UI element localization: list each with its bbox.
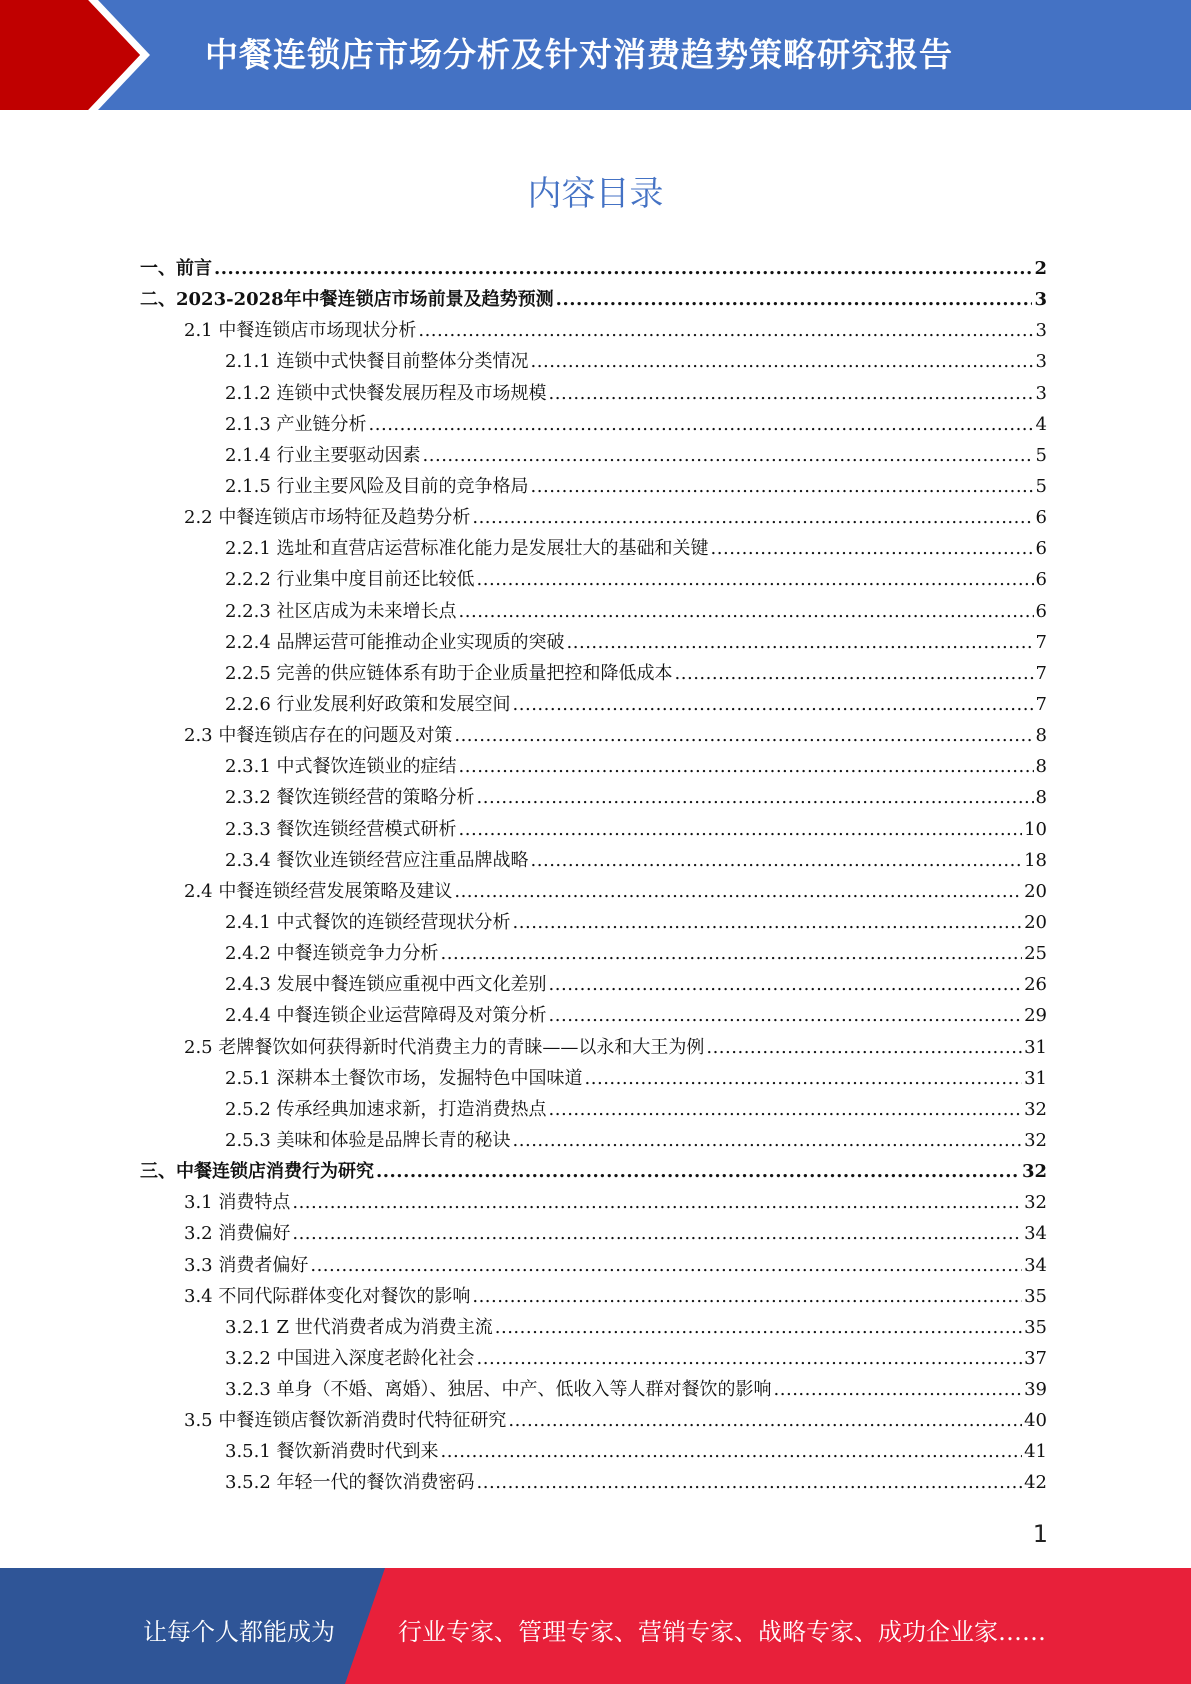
toc-entry-page: 41 bbox=[1024, 1441, 1047, 1463]
toc-entry-label: 2.1.2 连锁中式快餐发展历程及市场规模 bbox=[225, 382, 547, 404]
header-banner bbox=[0, 0, 1191, 110]
toc-entry[interactable] bbox=[140, 1281, 1047, 1312]
toc-entry[interactable] bbox=[140, 907, 1047, 938]
toc-entry[interactable] bbox=[140, 1250, 1047, 1281]
toc-dot-leader bbox=[549, 969, 1023, 1000]
toc-dot-leader bbox=[549, 1000, 1023, 1031]
toc-dot-leader bbox=[310, 1250, 1022, 1281]
toc-entry-page: 8 bbox=[1035, 756, 1047, 778]
toc-entry-label: 2.2.3 社区店成为未来增长点 bbox=[225, 600, 457, 622]
toc-dot-leader bbox=[549, 378, 1034, 409]
toc-entry-label: 2.1.1 连锁中式快餐目前整体分类情况 bbox=[225, 351, 529, 373]
toc-entry[interactable] bbox=[140, 751, 1047, 782]
toc-dot-leader bbox=[675, 658, 1034, 689]
toc-entry-label: 2.3.1 中式餐饮连锁业的症结 bbox=[225, 756, 457, 778]
toc-dot-leader bbox=[567, 627, 1034, 658]
toc-dot-leader bbox=[477, 782, 1034, 813]
toc-entry-label: 2.2.4 品牌运营可能推动企业实现质的突破 bbox=[225, 631, 565, 653]
toc-entry[interactable] bbox=[140, 1374, 1047, 1405]
toc-dot-leader bbox=[423, 440, 1034, 471]
toc-entry-page: 3 bbox=[1035, 382, 1047, 404]
toc-entry-page: 6 bbox=[1035, 600, 1047, 622]
toc-entry[interactable] bbox=[140, 658, 1047, 689]
toc-entry-label: 2.2.1 选址和直营店运营标准化能力是发展壮大的基础和关键 bbox=[225, 538, 709, 560]
toc-entry-page: 42 bbox=[1024, 1472, 1047, 1494]
toc-entry-page: 8 bbox=[1035, 725, 1047, 747]
toc-dot-leader bbox=[459, 751, 1034, 782]
toc-dot-leader bbox=[556, 284, 1033, 315]
toc-dot-leader bbox=[513, 907, 1023, 938]
toc-entry[interactable] bbox=[140, 1000, 1047, 1031]
toc-entry-label: 3.5 中餐连锁店餐饮新消费时代特征研究 bbox=[184, 1410, 507, 1432]
toc-entry[interactable] bbox=[140, 938, 1047, 969]
toc-entry-page: 29 bbox=[1024, 1005, 1047, 1027]
toc-entry-page: 37 bbox=[1024, 1347, 1047, 1369]
toc-entry-page: 34 bbox=[1024, 1254, 1047, 1276]
toc-entry[interactable] bbox=[140, 315, 1047, 346]
toc-entry[interactable] bbox=[140, 627, 1047, 658]
toc-entry-page: 18 bbox=[1024, 849, 1047, 871]
toc-entry[interactable] bbox=[140, 471, 1047, 502]
toc-entry[interactable] bbox=[140, 253, 1047, 284]
toc-entry-label: 2.1.4 行业主要驱动因素 bbox=[225, 444, 421, 466]
toc-entry-page: 25 bbox=[1024, 943, 1047, 965]
toc-dot-leader bbox=[459, 814, 1023, 845]
toc-entry-page: 7 bbox=[1035, 662, 1047, 684]
toc-entry[interactable] bbox=[140, 1032, 1047, 1063]
toc-dot-leader bbox=[531, 471, 1034, 502]
toc-entry-page: 20 bbox=[1024, 880, 1047, 902]
toc-entry-label: 2.4.3 发展中餐连锁应重视中西文化差别 bbox=[225, 974, 547, 996]
toc-entry[interactable] bbox=[140, 1156, 1047, 1187]
toc-entry-label: 3.4 不同代际群体变化对餐饮的影响 bbox=[184, 1285, 471, 1307]
toc-entry-label: 3.5.2 年轻一代的餐饮消费密码 bbox=[225, 1472, 475, 1494]
toc-entry[interactable] bbox=[140, 378, 1047, 409]
toc-entry-label: 3.2.1 Z 世代消费者成为消费主流 bbox=[225, 1316, 493, 1338]
toc-entry-page: 4 bbox=[1035, 413, 1047, 435]
chevron-arrow-icon bbox=[0, 0, 160, 110]
toc-entry[interactable] bbox=[140, 782, 1047, 813]
report-title: 中餐连锁店市场分析及针对消费趋势策略研究报告 bbox=[205, 35, 953, 74]
toc-dot-leader bbox=[292, 1218, 1022, 1249]
toc-entry-label: 一、前言 bbox=[140, 258, 212, 279]
toc-entry-label: 2.5.1 深耕本土餐饮市场，发掘特色中国味道 bbox=[225, 1067, 583, 1089]
toc-entry-page: 3 bbox=[1035, 351, 1047, 373]
toc-entry-label: 3.2.3 单身（不婚、离婚）、独居、中产、低收入等人群对餐饮的影响 bbox=[225, 1379, 772, 1401]
toc-entry-label: 2.2 中餐连锁店市场特征及趋势分析 bbox=[184, 507, 471, 529]
toc-entry-page: 31 bbox=[1024, 1036, 1047, 1058]
toc-entry-label: 三、中餐连锁店消费行为研究 bbox=[140, 1161, 374, 1183]
toc-entry-page: 2 bbox=[1034, 258, 1047, 279]
footer-slogan-right: 行业专家、管理专家、营销专家、战略专家、成功企业家…… bbox=[398, 1618, 1046, 1646]
toc-dot-leader bbox=[369, 409, 1034, 440]
toc-entry-label: 2.4.4 中餐连锁企业运营障碍及对策分析 bbox=[225, 1005, 547, 1027]
toc-dot-leader bbox=[531, 346, 1034, 377]
toc-entry-page: 6 bbox=[1035, 507, 1047, 529]
toc-dot-leader bbox=[508, 1405, 1022, 1436]
toc-entry-label: 3.1 消费特点 bbox=[184, 1192, 291, 1214]
toc-entry[interactable] bbox=[140, 689, 1047, 720]
toc-dot-leader bbox=[459, 596, 1034, 627]
toc-entry-label: 2.4 中餐连锁经营发展策略及建议 bbox=[184, 880, 453, 902]
footer-slogan-left: 让每个人都能成为 bbox=[143, 1618, 335, 1646]
toc-entry-page: 39 bbox=[1024, 1379, 1047, 1401]
toc-dot-leader bbox=[418, 315, 1033, 346]
toc-entry-page: 32 bbox=[1021, 1161, 1047, 1183]
toc-dot-leader bbox=[549, 1094, 1023, 1125]
toc-entry-page: 26 bbox=[1024, 974, 1047, 996]
toc-entry-page: 3 bbox=[1035, 320, 1047, 342]
toc-entry[interactable] bbox=[140, 1125, 1047, 1156]
toc-dot-leader bbox=[376, 1156, 1020, 1187]
toc-dot-leader bbox=[472, 502, 1033, 533]
toc-entry[interactable] bbox=[140, 1312, 1047, 1343]
toc-dot-leader bbox=[477, 1467, 1023, 1498]
toc-dot-leader bbox=[441, 1436, 1023, 1467]
toc-entry-label: 2.3.4 餐饮业连锁经营应注重品牌战略 bbox=[225, 849, 529, 871]
toc-dot-leader bbox=[774, 1374, 1023, 1405]
toc-entry-page: 32 bbox=[1024, 1192, 1047, 1214]
footer-banner bbox=[0, 1568, 1191, 1684]
toc-entry[interactable] bbox=[140, 596, 1047, 627]
toc-entry[interactable] bbox=[140, 969, 1047, 1000]
toc-dot-leader bbox=[531, 845, 1023, 876]
toc-entry-label: 3.3 消费者偏好 bbox=[184, 1254, 309, 1276]
toc-entry-page: 10 bbox=[1024, 818, 1047, 840]
page-number: 1 bbox=[1032, 1520, 1048, 1548]
toc-dot-leader bbox=[292, 1187, 1022, 1218]
toc-dot-leader bbox=[513, 1125, 1023, 1156]
toc-entry-label: 2.2.5 完善的供应链体系有助于企业质量把控和降低成本 bbox=[225, 662, 673, 684]
toc-entry[interactable] bbox=[140, 845, 1047, 876]
toc-entry[interactable] bbox=[140, 876, 1047, 907]
toc-entry-page: 34 bbox=[1024, 1223, 1047, 1245]
toc-dot-leader bbox=[706, 1032, 1022, 1063]
toc-entry-page: 35 bbox=[1024, 1285, 1047, 1307]
toc-entry[interactable] bbox=[140, 1405, 1047, 1436]
toc-entry-label: 2.1 中餐连锁店市场现状分析 bbox=[184, 320, 417, 342]
toc-entry-page: 20 bbox=[1024, 911, 1047, 933]
toc-entry-page: 32 bbox=[1024, 1129, 1047, 1151]
toc-entry-page: 3 bbox=[1034, 289, 1047, 311]
toc-entry-page: 7 bbox=[1035, 693, 1047, 715]
toc-dot-leader bbox=[214, 253, 1032, 284]
toc-dot-leader bbox=[454, 720, 1033, 751]
toc-entry[interactable] bbox=[140, 564, 1047, 595]
toc-entry[interactable] bbox=[140, 533, 1047, 564]
toc-entry-label: 2.3.2 餐饮连锁经营的策略分析 bbox=[225, 787, 475, 809]
toc-entry[interactable] bbox=[140, 1218, 1047, 1249]
toc-entry-label: 2.5.2 传承经典加速求新，打造消费热点 bbox=[225, 1098, 547, 1120]
toc-entry-label: 2.1.5 行业主要风险及目前的竞争格局 bbox=[225, 475, 529, 497]
toc-entry[interactable] bbox=[140, 814, 1047, 845]
toc-dot-leader bbox=[585, 1063, 1023, 1094]
toc-entry-page: 32 bbox=[1024, 1098, 1047, 1120]
toc-dot-leader bbox=[441, 938, 1023, 969]
toc-entry[interactable] bbox=[140, 720, 1047, 751]
toc-entry[interactable] bbox=[140, 1467, 1047, 1498]
toc-entry[interactable] bbox=[140, 409, 1047, 440]
toc-entry-label: 2.5.3 美味和体验是品牌长青的秘诀 bbox=[225, 1129, 511, 1151]
toc-dot-leader bbox=[711, 533, 1034, 564]
toc-entry[interactable] bbox=[140, 1063, 1047, 1094]
toc-heading: 内容目录 bbox=[527, 174, 664, 214]
toc-entry[interactable] bbox=[140, 346, 1047, 377]
toc-entry-label: 2.4.1 中式餐饮的连锁经营现状分析 bbox=[225, 911, 511, 933]
toc-entry-label: 3.2 消费偏好 bbox=[184, 1223, 291, 1245]
toc-entry-label: 2.3.3 餐饮连锁经营模式研析 bbox=[225, 818, 457, 840]
toc-entry-page: 5 bbox=[1035, 444, 1047, 466]
toc-entry[interactable] bbox=[140, 1343, 1047, 1374]
toc-entry-label: 3.5.1 餐饮新消费时代到来 bbox=[225, 1441, 439, 1463]
toc-dot-leader bbox=[513, 689, 1034, 720]
toc-dot-leader bbox=[454, 876, 1022, 907]
table-of-contents bbox=[140, 253, 1047, 1499]
toc-entry-page: 6 bbox=[1035, 538, 1047, 560]
toc-dot-leader bbox=[477, 1343, 1023, 1374]
toc-entry-page: 31 bbox=[1024, 1067, 1047, 1089]
toc-entry-label: 2.5 老牌餐饮如何获得新时代消费主力的青睐——以永和大王为例 bbox=[184, 1036, 705, 1058]
toc-dot-leader bbox=[477, 564, 1034, 595]
toc-entry[interactable] bbox=[140, 502, 1047, 533]
toc-entry-label: 2.4.2 中餐连锁竞争力分析 bbox=[225, 943, 439, 965]
toc-entry[interactable] bbox=[140, 1187, 1047, 1218]
toc-dot-leader bbox=[472, 1281, 1022, 1312]
toc-dot-leader bbox=[495, 1312, 1022, 1343]
toc-entry-label: 2.3 中餐连锁店存在的问题及对策 bbox=[184, 725, 453, 747]
toc-entry[interactable] bbox=[140, 284, 1047, 315]
toc-entry-page: 35 bbox=[1024, 1316, 1047, 1338]
toc-entry-label: 2.1.3 产业链分析 bbox=[225, 413, 367, 435]
toc-entry-label: 二、2023-2028年中餐连锁店市场前景及趋势预测 bbox=[140, 289, 554, 311]
toc-entry-label: 3.2.2 中国进入深度老龄化社会 bbox=[225, 1347, 475, 1369]
toc-entry[interactable] bbox=[140, 1436, 1047, 1467]
toc-entry-page: 7 bbox=[1035, 631, 1047, 653]
toc-entry-page: 6 bbox=[1035, 569, 1047, 591]
toc-entry-label: 2.2.2 行业集中度目前还比较低 bbox=[225, 569, 475, 591]
toc-entry-page: 5 bbox=[1035, 475, 1047, 497]
toc-entry-label: 2.2.6 行业发展利好政策和发展空间 bbox=[225, 693, 511, 715]
toc-entry-page: 40 bbox=[1024, 1410, 1047, 1432]
toc-entry[interactable] bbox=[140, 1094, 1047, 1125]
toc-entry[interactable] bbox=[140, 440, 1047, 471]
toc-entry-page: 8 bbox=[1035, 787, 1047, 809]
